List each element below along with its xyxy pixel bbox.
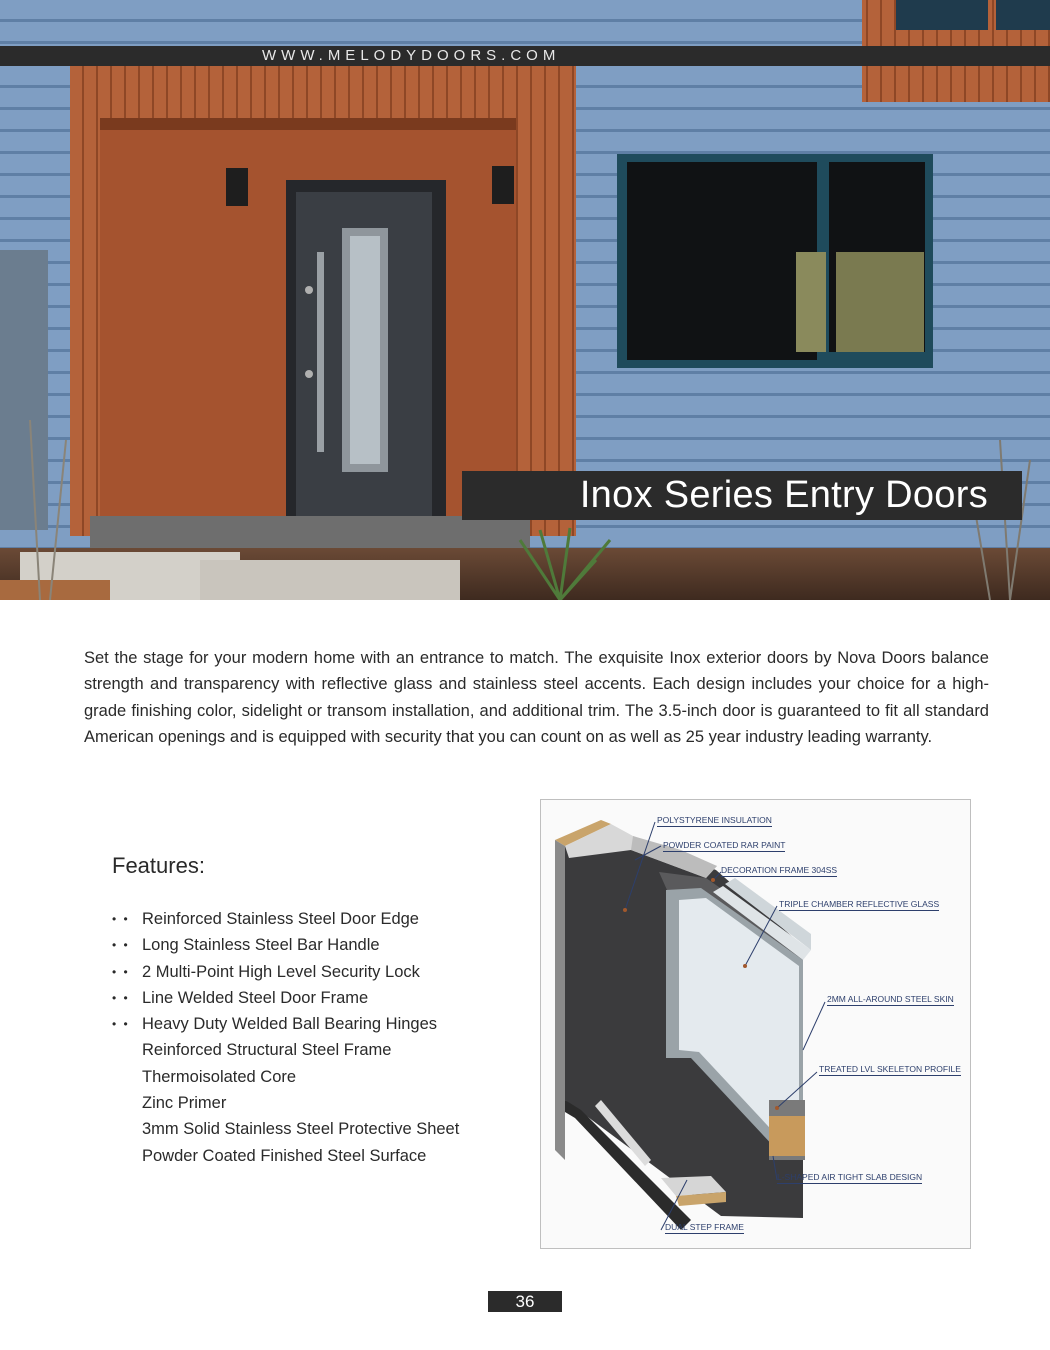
feature-item [112,1116,532,1142]
bullet-icon: • • [112,1017,130,1032]
bullet-icon: • • [112,938,130,953]
hero-photo [0,0,1050,600]
features-heading: Features: [112,853,205,878]
feature-item [112,1064,532,1090]
label-reflective-glass: TRIPLE CHAMBER REFLECTIVE GLASS [779,899,940,909]
door-cross-section-diagram [540,799,971,1249]
title-banner [462,471,1022,520]
label-steel-skin: 2MM ALL-AROUND STEEL SKIN [827,994,954,1004]
bullet-icon: • • [112,964,130,979]
label-air-tight-slab: L-SHAPED AIR TIGHT SLAB DESIGN [777,1172,923,1182]
feature-item [112,1090,532,1116]
features-list [112,906,532,1169]
feature-label: Long Stainless Steel Bar Handle [142,936,380,955]
feature-label: 2 Multi-Point High Level Security Lock [142,962,420,981]
feature-label: Heavy Duty Welded Ball Bearing Hinges [142,1015,438,1034]
feature-item [112,932,532,958]
label-decoration-frame: DECORATION FRAME 304SS [721,865,838,875]
feature-label: 3mm Solid Stainless Steel Protective Sheet [142,1120,460,1139]
page-number: 36 [488,1291,562,1312]
feature-item [112,1037,532,1063]
feature-item [112,959,532,985]
feature-label: Zinc Primer [142,1094,227,1113]
label-dual-step-frame: DUAL STEP FRAME [665,1222,744,1232]
label-lvl-skeleton: TREATED LVL SKELETON PROFILE [819,1064,961,1074]
feature-item [112,906,532,932]
bullet-icon: • • [112,990,130,1005]
label-polystyrene-insulation: POLYSTYRENE INSULATION [657,815,772,825]
feature-item [112,1011,532,1037]
website-bar [0,46,1050,66]
feature-label: Reinforced Stainless Steel Door Edge [142,910,419,928]
page-title: Inox Series Entry Doors [579,474,988,516]
website-url: WWW.MELODYDOORS.COM [262,47,561,64]
feature-label: Thermoisolated Core [142,1067,297,1086]
feature-item [112,1143,532,1169]
label-powder-coated-paint: POWDER COATED RAR PAINT [663,840,786,850]
feature-label: Powder Coated Finished Steel Surface [142,1146,427,1165]
feature-label: Reinforced Structural Steel Frame [142,1041,392,1060]
bullet-icon: • • [112,912,130,926]
feature-item [112,985,532,1011]
intro-paragraph: Set the stage for your modern home with an entrance to match. The exquisite Inox exterior doors by Nova Doors balance strength and transparency with reflective glass and stainless steel accents. Each design includes your choice for a high-grade finishing color, sidelight or transom installation, and additional trim. The 3.5-inch door is guaranteed to fit all standard American openings and is equipped with security that you can count on as well as 25 year industry leading warranty. [84,649,989,746]
feature-label: Line Welded Steel Door Frame [142,988,369,1007]
